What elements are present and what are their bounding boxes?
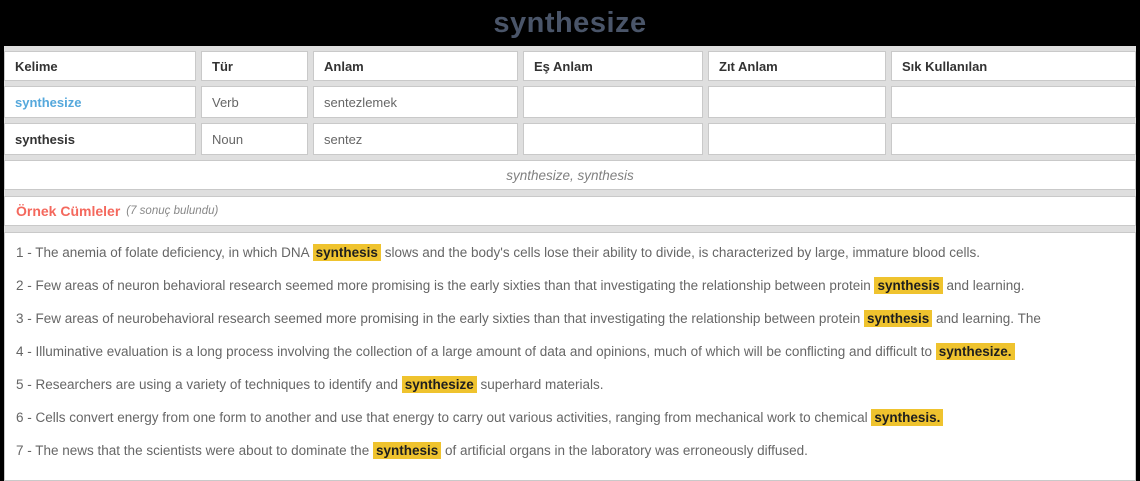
word-link[interactable]: synthesize — [15, 94, 82, 110]
sentence-prefix: 5 - Researchers are using a variety of techniques to identify and — [16, 377, 402, 392]
cell-kelime — [4, 86, 196, 118]
examples-header — [4, 196, 1136, 226]
sentence-prefix: 1 - The anemia of folate deficiency, in which DNA — [16, 245, 313, 260]
highlighted-word: synthesis — [313, 244, 381, 261]
highlighted-word: synthesis — [874, 277, 942, 294]
column-header-tur: Tür — [201, 51, 308, 81]
sentence-suffix: and learning. The — [932, 311, 1041, 326]
sentence-prefix: 2 - Few areas of neuron behavioral research seemed more promising is the early sixties than that investigating the relationship between protein — [16, 278, 875, 293]
cell-tur: Verb — [201, 86, 308, 118]
highlighted-word: synthesis — [373, 442, 441, 459]
content-area — [4, 46, 1136, 481]
example-sentences-panel — [4, 232, 1136, 481]
cell-sik-kullanilan — [891, 123, 1136, 155]
word-link[interactable]: synthesis — [15, 131, 75, 147]
sentence-suffix: superhard materials. — [476, 377, 604, 392]
example-sentence — [16, 408, 1124, 427]
sentence-prefix: 3 - Few areas of neurobehavioral research seemed more promising in the early sixties than that investigating the relationship between protein — [16, 311, 864, 326]
cell-anlam: sentez — [313, 123, 518, 155]
examples-title: Örnek Cümleler — [16, 203, 121, 219]
title-bar — [0, 0, 1140, 46]
highlighted-word: synthesize — [402, 376, 477, 393]
column-header-kelime: Kelime — [4, 51, 196, 81]
cell-zit-anlam — [708, 86, 886, 118]
sentence-prefix: 6 - Cells convert energy from one form to another and use that energy to carry out various activities, ranging from mechanical work to chemical — [16, 410, 872, 425]
column-header-anlam: Anlam — [313, 51, 518, 81]
example-sentence — [16, 375, 1124, 394]
examples-result-count: (7 sonuç bulundu) — [126, 205, 219, 217]
sentence-prefix: 7 - The news that the scientists were about to dominate the — [16, 443, 373, 458]
sentence-suffix: slows and the body's cells lose their ability to divide, is characterized by large, immature blood cells. — [380, 245, 981, 260]
related-words-row — [4, 160, 1136, 190]
column-header-sik-kullanilan: Sık Kullanılan — [891, 51, 1136, 81]
related-words: synthesize, synthesis — [506, 167, 634, 183]
dictionary-table — [4, 51, 1136, 155]
example-sentence — [16, 441, 1124, 460]
sentence-prefix: 4 - Illuminative evaluation is a long process involving the collection of a large amount of data and opinions, much of which will be conflicting and difficult to — [16, 344, 936, 359]
cell-kelime — [4, 123, 196, 155]
example-sentence — [16, 243, 1124, 262]
column-header-zit-anlam: Zıt Anlam — [708, 51, 886, 81]
cell-es-anlam — [523, 86, 703, 118]
highlighted-word: synthesis — [864, 310, 932, 327]
example-sentence — [16, 342, 1124, 361]
example-sentence — [16, 276, 1124, 295]
sentence-suffix: and learning. — [942, 278, 1025, 293]
cell-zit-anlam — [708, 123, 886, 155]
example-sentence — [16, 309, 1124, 328]
cell-anlam: sentezlemek — [313, 86, 518, 118]
sentence-suffix: of artificial organs in the laboratory was erroneously diffused. — [441, 443, 808, 458]
cell-es-anlam — [523, 123, 703, 155]
cell-tur: Noun — [201, 123, 308, 155]
page-title: synthesize — [493, 6, 647, 39]
cell-sik-kullanilan — [891, 86, 1136, 118]
column-header-es-anlam: Eş Anlam — [523, 51, 703, 81]
highlighted-word: synthesize. — [936, 343, 1015, 360]
highlighted-word: synthesis. — [871, 409, 943, 426]
